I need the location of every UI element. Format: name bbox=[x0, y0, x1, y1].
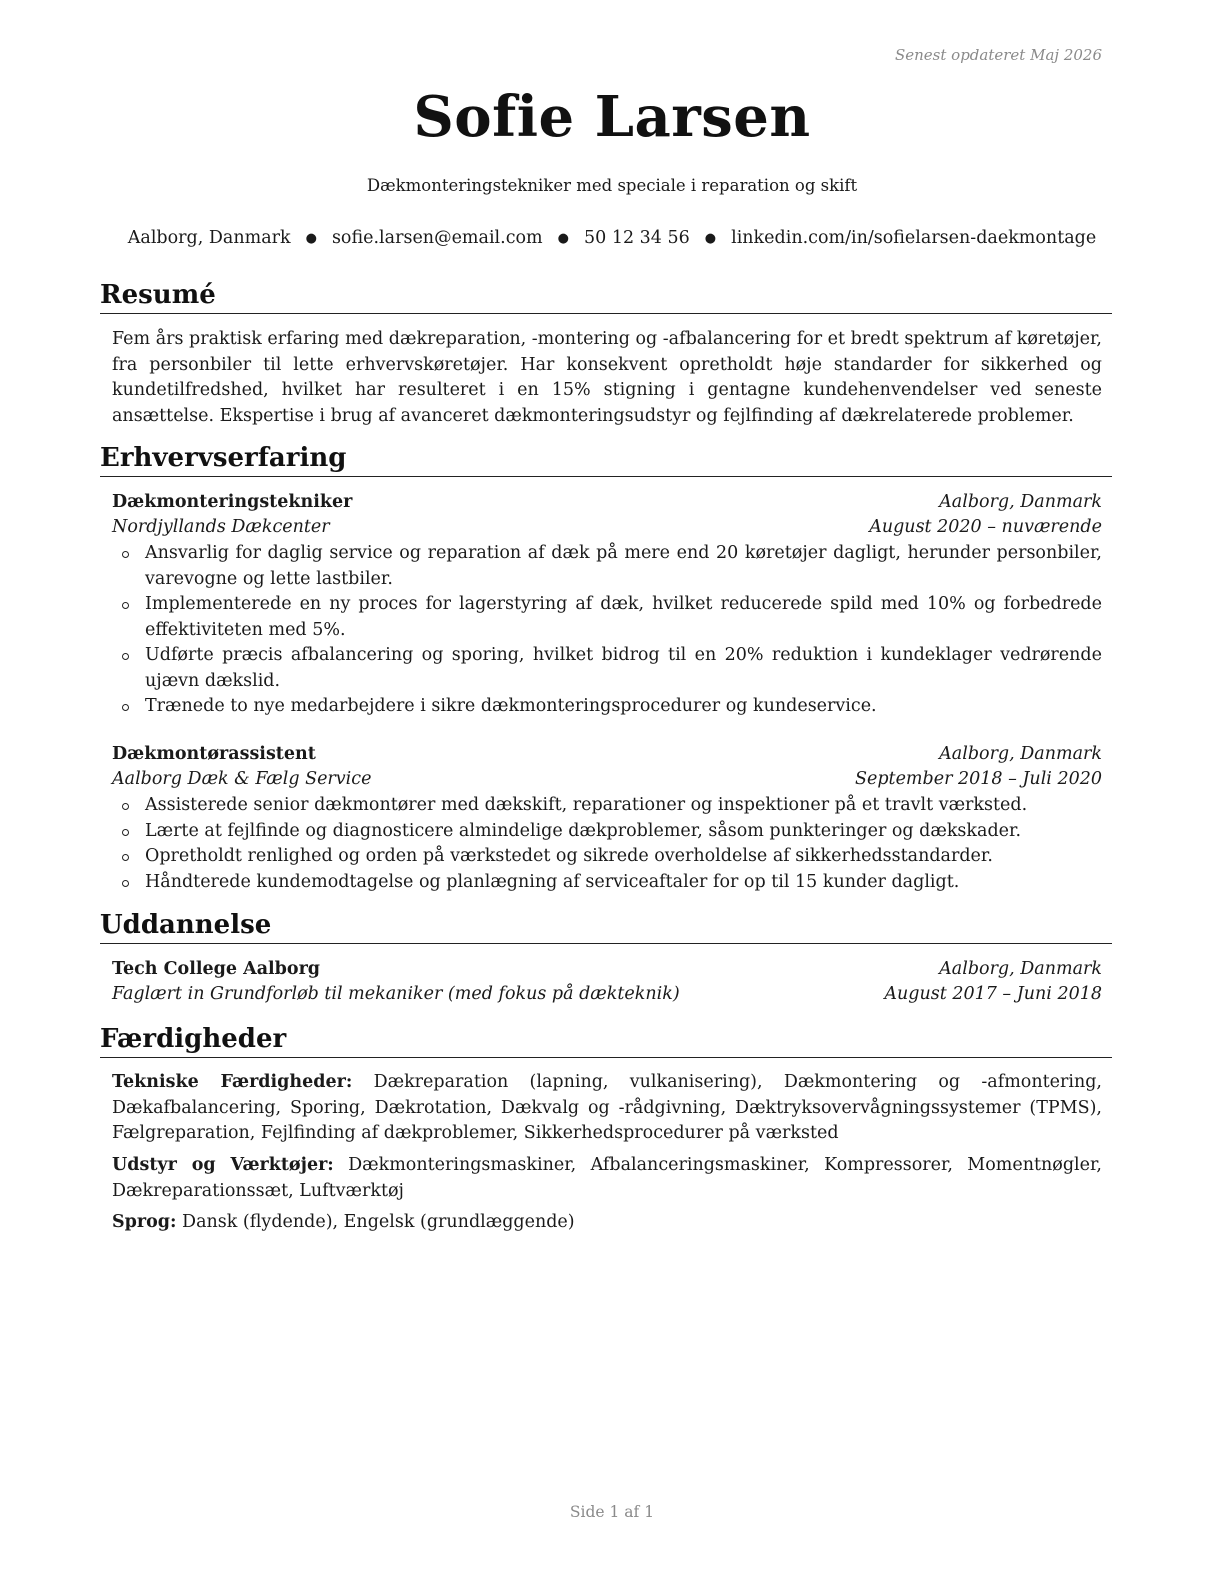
education-school: Tech College Aalborg bbox=[112, 959, 321, 979]
bullet-text: Assisterede senior dækmontører med dækskift, reparationer og inspektioner på et travlt værksted. bbox=[145, 795, 1028, 815]
section-title-experience: Erhvervserfaring bbox=[100, 441, 1112, 477]
circle-bullet-icon bbox=[122, 803, 129, 810]
circle-bullet-icon bbox=[122, 551, 129, 558]
skill-group-technical bbox=[112, 1070, 1102, 1147]
circle-bullet-icon bbox=[122, 653, 129, 660]
section-title-skills: Færdigheder bbox=[100, 1022, 1112, 1058]
bullet-text: Opretholdt renlighed og orden på værkstedet og sikrede overholdelse af sikkerhedsstandarder. bbox=[145, 846, 993, 866]
bullet-text: Ansvarlig for daglig service og reparation af dæk på mere end 20 køretøjer dagligt, herunder personbiler, varevogne og lette lastbiler. bbox=[145, 543, 1102, 589]
last-updated: Senest opdateret Maj 2026 bbox=[894, 46, 1102, 64]
job-bullets bbox=[112, 541, 1102, 720]
circle-bullet-icon bbox=[122, 829, 129, 836]
tagline: Dækmonteringstekniker med speciale i reparation og skift bbox=[366, 176, 858, 195]
list-item bbox=[112, 793, 1102, 819]
list-item bbox=[112, 643, 1102, 694]
list-item bbox=[112, 541, 1102, 592]
circle-bullet-icon bbox=[122, 704, 129, 711]
contact-line bbox=[0, 228, 1224, 248]
education-location: Aalborg, Danmark bbox=[939, 959, 1102, 979]
job-subheader bbox=[112, 515, 1102, 540]
circle-bullet-icon bbox=[122, 880, 129, 887]
section-title-education: Uddannelse bbox=[100, 908, 1112, 944]
job-dates: September 2018 – Juli 2020 bbox=[854, 769, 1102, 789]
bullet-separator: ● bbox=[557, 231, 569, 246]
list-item bbox=[112, 844, 1102, 870]
job-subheader bbox=[112, 767, 1102, 792]
contact-phone: 50 12 34 56 bbox=[583, 228, 690, 248]
skill-label: Tekniske Færdigheder: bbox=[112, 1072, 353, 1092]
list-item bbox=[112, 694, 1102, 720]
education-dates: August 2017 – Juni 2018 bbox=[884, 984, 1102, 1004]
bullet-separator: ● bbox=[305, 231, 317, 246]
skill-label: Sprog: bbox=[112, 1212, 177, 1232]
skill-label: Udstyr og Værktøjer: bbox=[112, 1155, 334, 1175]
skill-text: Dækmonteringsmaskiner, Afbalanceringsmaskiner, Kompressorer, Momentnøgler, Dækreparationssæt, Luftværktøj bbox=[112, 1155, 1102, 1201]
list-item bbox=[112, 819, 1102, 845]
bullet-text: Håndterede kundemodtagelse og planlægning af serviceaftaler for op til 15 kunder dagligt. bbox=[145, 871, 960, 892]
skill-group-equipment bbox=[112, 1153, 1102, 1204]
contact-linkedin[interactable]: linkedin.com/in/sofielarsen-daekmontage bbox=[731, 228, 1097, 248]
job-location: Aalborg, Danmark bbox=[939, 492, 1102, 512]
contact-location: Aalborg, Danmark bbox=[127, 228, 291, 248]
job-company: Nordjyllands Dækcenter bbox=[112, 517, 330, 537]
skill-group-languages bbox=[112, 1210, 1102, 1236]
job-dates: August 2020 – nuværende bbox=[869, 517, 1102, 537]
job-bullets bbox=[112, 793, 1102, 895]
page-number: Side 1 af 1 bbox=[569, 1503, 655, 1521]
job-title: Dækmonteringstekniker bbox=[112, 492, 353, 512]
job-header bbox=[112, 742, 1102, 767]
job-location: Aalborg, Danmark bbox=[939, 744, 1102, 764]
bullet-text: Implementerede en ny proces for lagerstyring af dæk, hvilket reducerede spild med 10% og forbedrede effektiviteten med 5%. bbox=[145, 594, 1102, 640]
skill-text: Dansk (flydende), Engelsk (grundlæggende) bbox=[182, 1212, 575, 1232]
list-item bbox=[112, 870, 1102, 896]
job-header bbox=[112, 490, 1102, 515]
circle-bullet-icon bbox=[122, 602, 129, 609]
education-header bbox=[112, 957, 1102, 982]
education-subheader bbox=[112, 982, 1102, 1007]
job-company: Aalborg Dæk & Fælg Service bbox=[112, 769, 372, 789]
section-title-summary: Resumé bbox=[100, 278, 1112, 314]
bullet-text: Udførte præcis afbalancering og sporing, hvilket bidrog til en 20% reduktion i kundeklager vedrørende ujævn dækslid. bbox=[145, 645, 1102, 691]
bullet-text: Trænede to nye medarbejdere i sikre dækmonteringsprocedurer og kundeservice. bbox=[145, 696, 877, 716]
skill-text: Dækreparation (lapning, vulkanisering), Dækmontering og -afmontering, Dækafbalancering, Sporing, Dækrotation, Dækvalg og -rådgivning, Dæktryksovervågningssystemer (TPMS), Fælgreparation, Fejlfinding af dækproblemer, Sikkerhedsprocedurer på værksted bbox=[112, 1072, 1102, 1143]
bullet-text: Lærte at fejlfinde og diagnosticere almindelige dækproblemer, såsom punkteringer og dækskader. bbox=[145, 820, 1022, 841]
candidate-name: Sofie Larsen bbox=[413, 84, 811, 150]
circle-bullet-icon bbox=[122, 854, 129, 861]
education-degree: Faglært in Grundforløb til mekaniker (med fokus på dækteknik) bbox=[112, 984, 680, 1004]
summary-text: Fem års praktisk erfaring med dækreparation, -montering og -afbalancering for et bredt spektrum af køretøjer, fra personbiler til lette erhvervskøretøjer. Har konsekvent opretholdt høje standarder for sikkerhed og kundetilfredshed, hvilket har resulteret i en 15% stigning i gentagne kundehenvendelser ved seneste ansættelse. Ekspertise i brug af avanceret dækmonteringsudstyr og fejlfinding af dækrelaterede problemer. bbox=[112, 329, 1102, 426]
contact-email[interactable]: sofie.larsen@email.com bbox=[331, 228, 543, 248]
bullet-separator: ● bbox=[704, 231, 717, 246]
list-item bbox=[112, 592, 1102, 643]
job-title: Dækmontørassistent bbox=[112, 744, 316, 764]
